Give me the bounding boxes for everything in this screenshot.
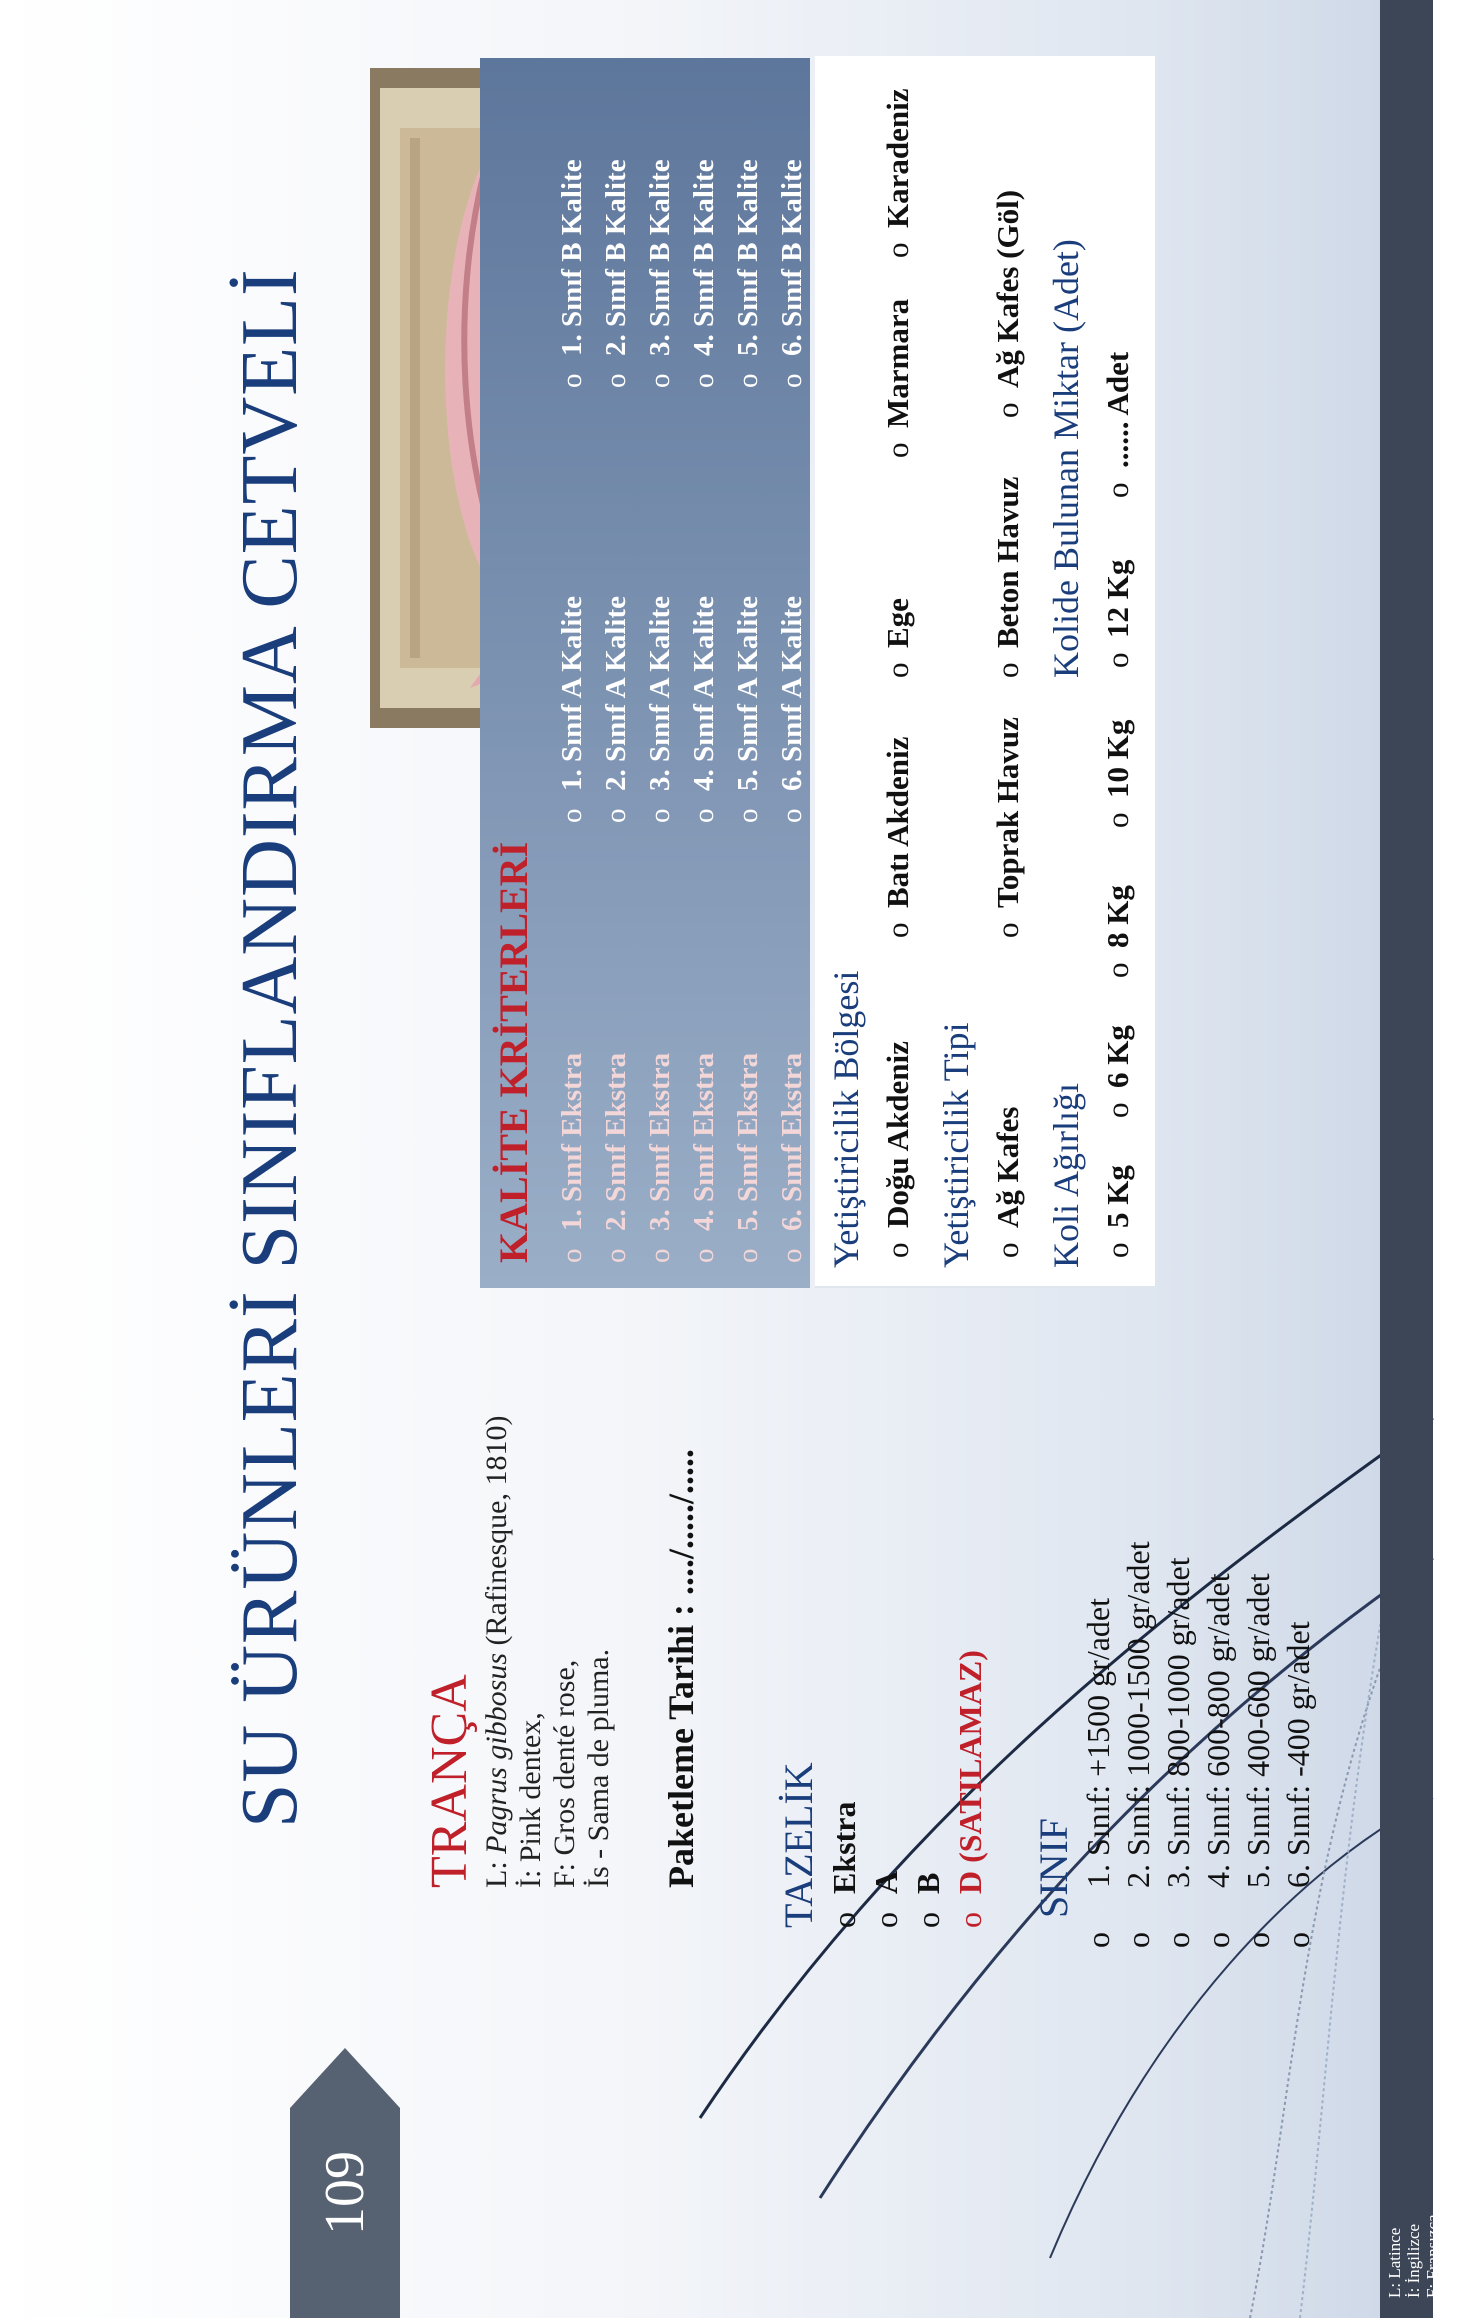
quality-label: 5. Sınıf A Kalite bbox=[732, 596, 764, 791]
quality-column-ekstra bbox=[550, 1053, 814, 1263]
quality-column-b bbox=[550, 159, 814, 388]
radio-bullet: o bbox=[990, 662, 1025, 678]
radio-bullet: o bbox=[880, 242, 915, 258]
quality-option[interactable] bbox=[550, 1053, 594, 1263]
size-class-section bbox=[1030, 1248, 1318, 1948]
radio-bullet: o bbox=[1160, 1932, 1196, 1948]
size-class-option[interactable] bbox=[1278, 1248, 1318, 1948]
freshness-option[interactable] bbox=[823, 1308, 865, 1928]
freshness-title: TAZELİK bbox=[776, 1762, 821, 1928]
region-option[interactable] bbox=[880, 299, 916, 458]
english-name: İ: Pink dentex, bbox=[514, 1712, 547, 1888]
region-label: Ege bbox=[880, 598, 915, 648]
radio-bullet: o bbox=[990, 922, 1025, 938]
quality-label: 2. Sınıf A Kalite bbox=[600, 596, 632, 791]
radio-bullet: o bbox=[1280, 1932, 1316, 1948]
bottom-band bbox=[1380, 0, 1433, 2318]
legend-spanish: İs: İspanyolca bbox=[1442, 2203, 1461, 2298]
radio-bullet: o bbox=[868, 1912, 904, 1928]
box-weight-label: 6 Kg bbox=[1100, 1025, 1135, 1088]
language-legend bbox=[1385, 2038, 1461, 2298]
region-label: Marmara bbox=[880, 298, 915, 428]
quality-option[interactable] bbox=[594, 596, 638, 823]
size-class-option[interactable] bbox=[1158, 1248, 1198, 1948]
size-class-label: 1. Sınıf: +1500 gr/adet bbox=[1080, 1597, 1116, 1888]
box-count-title: Kolide Bulunan Miktar (Adet) bbox=[1046, 239, 1086, 678]
radio-bullet: o bbox=[600, 1248, 632, 1263]
farming-type-title: Yetiştiricilik Tipi bbox=[936, 1022, 976, 1268]
radio-bullet: o bbox=[688, 373, 720, 388]
quality-option[interactable] bbox=[682, 596, 726, 823]
quality-option[interactable] bbox=[770, 596, 814, 823]
radio-bullet: o bbox=[688, 808, 720, 823]
radio-bullet: o bbox=[910, 1912, 946, 1928]
radio-bullet: o bbox=[1120, 1932, 1156, 1948]
radio-bullet: o bbox=[1100, 482, 1135, 498]
legend-english: İ: İngilizce bbox=[1404, 2223, 1423, 2298]
quality-label: 3. Sınıf A Kalite bbox=[644, 596, 676, 791]
radio-bullet: o bbox=[732, 808, 764, 823]
quality-option[interactable] bbox=[638, 159, 682, 388]
farming-type-label: Beton Havuz bbox=[990, 476, 1025, 648]
quality-label: 3. Sınıf B Kalite bbox=[644, 159, 676, 356]
quality-label: 5. Sınıf Ekstra bbox=[732, 1052, 764, 1231]
box-weight-option[interactable] bbox=[1100, 720, 1136, 828]
farming-type-option[interactable] bbox=[990, 190, 1026, 418]
quality-label: 4. Sınıf A Kalite bbox=[688, 596, 720, 791]
quality-label: 4. Sınıf B Kalite bbox=[688, 159, 720, 356]
radio-bullet: o bbox=[1080, 1932, 1116, 1948]
freshness-option[interactable] bbox=[865, 1308, 907, 1928]
freshness-label: B bbox=[910, 1872, 946, 1894]
quality-option[interactable] bbox=[726, 1053, 770, 1263]
box-weight-label: 5 Kg bbox=[1100, 1165, 1135, 1228]
box-weight-title: Koli Ağırlığı bbox=[1046, 1082, 1086, 1268]
size-class-label: 5. Sınıf: 400-600 gr/adet bbox=[1240, 1573, 1276, 1888]
region-option[interactable] bbox=[880, 89, 916, 259]
radio-bullet: o bbox=[952, 1912, 988, 1928]
quality-option[interactable] bbox=[682, 159, 726, 388]
box-weight-option[interactable] bbox=[1100, 885, 1136, 978]
quality-label: 4. Sınıf Ekstra bbox=[688, 1052, 720, 1231]
quality-option[interactable] bbox=[770, 159, 814, 388]
quality-label: 2. Sınıf Ekstra bbox=[600, 1052, 632, 1231]
legend-latin: L: Latince bbox=[1385, 2227, 1404, 2298]
quality-option[interactable] bbox=[726, 596, 770, 823]
size-class-option[interactable] bbox=[1238, 1248, 1278, 1948]
radio-bullet: o bbox=[732, 373, 764, 388]
quality-label: 5. Sınıf B Kalite bbox=[732, 159, 764, 356]
quality-label: 1. Sınıf Ekstra bbox=[556, 1052, 588, 1231]
radio-bullet: o bbox=[1100, 1242, 1135, 1258]
french-name: F: Gros denté rose, bbox=[548, 1659, 581, 1888]
radio-bullet: o bbox=[776, 373, 808, 388]
page-number: 109 bbox=[314, 2151, 376, 2235]
radio-bullet: o bbox=[880, 442, 915, 458]
latin-prefix: L: bbox=[480, 1853, 513, 1888]
farming-type-option[interactable] bbox=[990, 1107, 1026, 1258]
quality-label: 1. Sınıf A Kalite bbox=[556, 596, 588, 791]
region-option[interactable] bbox=[880, 1041, 916, 1258]
radio-bullet: o bbox=[644, 373, 676, 388]
size-class-option[interactable] bbox=[1078, 1248, 1118, 1948]
size-class-label: 2. Sınıf: 1000-1500 gr/adet bbox=[1120, 1541, 1156, 1888]
size-class-option[interactable] bbox=[1198, 1248, 1238, 1948]
box-weight-option[interactable] bbox=[1100, 1025, 1136, 1118]
latin-author: (Rafinesque, 1810) bbox=[480, 1415, 513, 1653]
box-weight-label: 8 Kg bbox=[1100, 885, 1135, 948]
radio-bullet: o bbox=[556, 1248, 588, 1263]
radio-bullet: o bbox=[1100, 652, 1135, 668]
freshness-option[interactable] bbox=[949, 1308, 991, 1928]
box-weight-label: 10 Kg bbox=[1100, 719, 1135, 798]
legend-french: F: Fransızca bbox=[1423, 2214, 1442, 2298]
radio-bullet: o bbox=[880, 922, 915, 938]
radio-bullet: o bbox=[826, 1912, 862, 1928]
quality-label: 6. Sınıf A Kalite bbox=[776, 596, 808, 791]
quality-option[interactable] bbox=[638, 1053, 682, 1263]
size-class-label: 3. Sınıf: 800-1000 gr/adet bbox=[1160, 1557, 1196, 1888]
size-class-title: SINIF bbox=[1031, 1817, 1076, 1918]
size-class-label: 6. Sınıf: -400 gr/adet bbox=[1280, 1621, 1316, 1888]
box-count-label: ...... Adet bbox=[1100, 351, 1135, 468]
radio-bullet: o bbox=[644, 808, 676, 823]
quality-label: 1. Sınıf B Kalite bbox=[556, 159, 588, 356]
quality-label: 3. Sınıf Ekstra bbox=[644, 1052, 676, 1231]
radio-bullet: o bbox=[1100, 1102, 1135, 1118]
radio-bullet: o bbox=[880, 662, 915, 678]
quality-label: 6. Sınıf Ekstra bbox=[776, 1052, 808, 1231]
freshness-label: A bbox=[868, 1870, 904, 1894]
quality-option[interactable] bbox=[638, 596, 682, 823]
spanish-name: İs - Sama de pluma. bbox=[582, 1648, 615, 1888]
farming-type-option[interactable] bbox=[990, 477, 1026, 678]
quality-option[interactable] bbox=[550, 596, 594, 823]
packaging-date: Paketleme Tarihi : ..../...../..... bbox=[661, 1449, 701, 1888]
radio-bullet: o bbox=[776, 808, 808, 823]
box-weight-option[interactable] bbox=[1100, 560, 1136, 668]
quality-option[interactable] bbox=[550, 159, 594, 388]
radio-bullet: o bbox=[1200, 1932, 1236, 1948]
radio-bullet: o bbox=[880, 1242, 915, 1258]
quality-option[interactable] bbox=[770, 1053, 814, 1263]
radio-bullet: o bbox=[688, 1248, 720, 1263]
farming-type-option[interactable] bbox=[990, 717, 1026, 938]
box-weight-label: 12 Kg bbox=[1100, 559, 1135, 638]
page-title: SU ÜRÜNLERİ SINIFLANDIRMA CETVELİ bbox=[226, 268, 314, 1828]
size-class-label: 4. Sınıf: 600-800 gr/adet bbox=[1200, 1573, 1236, 1888]
radio-bullet: o bbox=[1240, 1932, 1276, 1948]
quality-option[interactable] bbox=[594, 159, 638, 388]
box-weight-option[interactable] bbox=[1100, 1165, 1136, 1258]
farming-type-label: Ağ Kafes (Göl) bbox=[990, 189, 1025, 388]
quality-label: 6. Sınıf B Kalite bbox=[776, 159, 808, 356]
quality-column-a bbox=[550, 596, 814, 823]
quality-option[interactable] bbox=[726, 159, 770, 388]
radio-bullet: o bbox=[600, 808, 632, 823]
farming-type-label: Ağ Kafes bbox=[990, 1106, 1025, 1228]
radio-bullet: o bbox=[990, 402, 1025, 418]
region-title: Yetiştiricilik Bölgesi bbox=[826, 970, 866, 1268]
latin-binomial: Pagrus gibbosus bbox=[480, 1652, 513, 1854]
farming-type-label: Toprak Havuz bbox=[990, 717, 1025, 908]
radio-bullet: o bbox=[776, 1248, 808, 1263]
species-name: TRANÇA bbox=[421, 1674, 478, 1888]
quality-label: 2. Sınıf B Kalite bbox=[600, 159, 632, 356]
radio-bullet: o bbox=[644, 1248, 676, 1263]
box-count-option[interactable] bbox=[1100, 352, 1136, 498]
radio-bullet: o bbox=[600, 373, 632, 388]
quality-criteria-title: KALİTE KRİTERLERİ bbox=[491, 841, 536, 1263]
region-option[interactable] bbox=[880, 737, 916, 938]
freshness-label: Ekstra bbox=[826, 1801, 862, 1894]
region-label: Doğu Akdeniz bbox=[880, 1041, 915, 1228]
radio-bullet: o bbox=[556, 808, 588, 823]
quality-option[interactable] bbox=[682, 1053, 726, 1263]
region-option[interactable] bbox=[880, 598, 916, 678]
quality-option[interactable] bbox=[594, 1053, 638, 1263]
freshness-label: D (SATILAMAZ) bbox=[952, 1650, 988, 1894]
size-class-option[interactable] bbox=[1118, 1248, 1158, 1948]
freshness-section bbox=[775, 1308, 991, 1928]
region-label: Karadeniz bbox=[880, 88, 915, 228]
region-label: Batı Akdeniz bbox=[880, 736, 915, 908]
radio-bullet: o bbox=[556, 373, 588, 388]
radio-bullet: o bbox=[990, 1242, 1025, 1258]
radio-bullet: o bbox=[1100, 812, 1135, 828]
freshness-option[interactable] bbox=[907, 1308, 949, 1928]
radio-bullet: o bbox=[1100, 962, 1135, 978]
radio-bullet: o bbox=[732, 1248, 764, 1263]
